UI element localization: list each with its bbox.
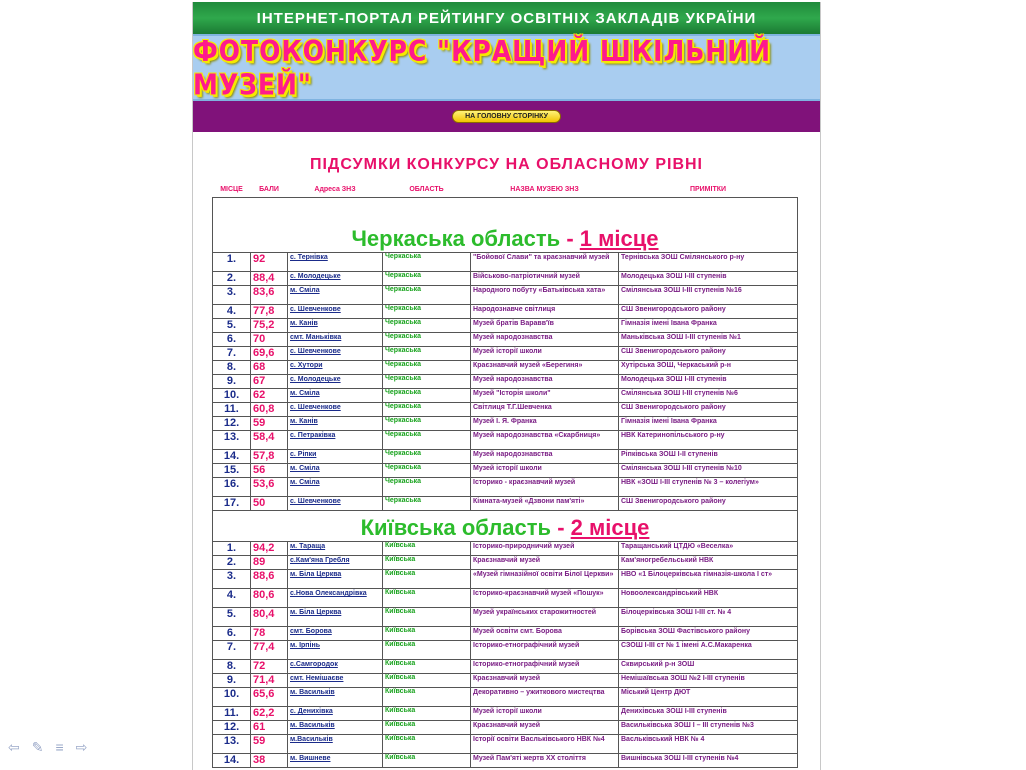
rank-cell: 2. <box>213 556 251 570</box>
slide-navigation <box>8 739 87 756</box>
rank-cell: 8. <box>213 660 251 674</box>
note-cell: Сквирський р-н ЗОШ <box>619 660 798 674</box>
address-link[interactable]: м.Васильків <box>288 735 383 754</box>
pen-icon[interactable]: ✎ <box>31 739 44 755</box>
rank-cell: 14. <box>213 450 251 464</box>
table-row <box>213 347 798 361</box>
column-header: БАЛИ <box>251 186 288 198</box>
note-cell: НВК «ЗОШ І-ІІІ ступенів № 3 – колегіум» <box>619 478 798 497</box>
rank-cell: 10. <box>213 688 251 707</box>
museum-name-cell: Музей народознавства <box>471 375 619 389</box>
rank-cell: 2. <box>213 272 251 286</box>
region-cell: Київська <box>383 542 471 556</box>
museum-name-cell: Музей "Історія школи" <box>471 389 619 403</box>
museum-name-cell: Історико - краєзнавчий музей <box>471 478 619 497</box>
museum-name-cell: Музей народознавства <box>471 450 619 464</box>
address-link[interactable]: м. Сміла <box>288 464 383 478</box>
address-link[interactable]: смт. Немішаєве <box>288 674 383 688</box>
address-link[interactable]: с. Тернівка <box>288 253 383 272</box>
region-name: Київська область <box>360 515 552 540</box>
note-cell: Новоолександрівський НВК <box>619 589 798 608</box>
score-cell: 77,8 <box>251 305 288 319</box>
table-row <box>213 589 798 608</box>
address-link[interactable]: м. Канів <box>288 417 383 431</box>
note-cell: Кам'яногребельський НВК <box>619 556 798 570</box>
region-separator: - <box>557 515 565 540</box>
score-cell: 58,4 <box>251 431 288 450</box>
score-cell: 70 <box>251 333 288 347</box>
score-cell: 80,4 <box>251 608 288 627</box>
region-cell: Київська <box>383 556 471 570</box>
table-row <box>213 389 798 403</box>
museum-name-cell: Історико-краєзнавчий музей «Пошук» <box>471 589 619 608</box>
note-cell: СЗОШ І-ІІІ ст № 1 імені А.С.Макаренка <box>619 641 798 660</box>
rank-cell: 1. <box>213 253 251 272</box>
address-link[interactable]: м. Канів <box>288 319 383 333</box>
table-row <box>213 497 798 511</box>
address-link[interactable]: м. Сміла <box>288 286 383 305</box>
table-row <box>213 556 798 570</box>
region-cell: Черкаська <box>383 478 471 497</box>
portal-title-band <box>193 2 820 34</box>
summary-title: ПІДСУМКИ КОНКУРСУ НА ОБЛАСНОМУ РІВНІ <box>309 156 703 173</box>
museum-name-cell: Кімната-музей «Дзвони пам'яті» <box>471 497 619 511</box>
region-cell: Черкаська <box>383 319 471 333</box>
table-row <box>213 627 798 641</box>
table-row <box>213 641 798 660</box>
rank-cell: 9. <box>213 674 251 688</box>
rank-cell: 1. <box>213 542 251 556</box>
table-row <box>213 319 798 333</box>
rank-cell: 6. <box>213 627 251 641</box>
portal-title: ІНТЕРНЕТ-ПОРТАЛ РЕЙТИНГУ ОСВІТНІХ ЗАКЛАДІВ УКРАЇНИ <box>256 9 757 27</box>
region-cell: Черкаська <box>383 464 471 478</box>
address-link[interactable]: с. Ріпки <box>288 450 383 464</box>
region-cell: Черкаська <box>383 403 471 417</box>
rank-cell: 13. <box>213 735 251 754</box>
address-link[interactable]: с. Петраківка <box>288 431 383 450</box>
rank-cell: 11. <box>213 403 251 417</box>
rank-cell: 13. <box>213 431 251 450</box>
score-cell: 56 <box>251 464 288 478</box>
note-cell: СШ Звенигородського району <box>619 347 798 361</box>
address-link[interactable]: с. Шевченкове <box>288 403 383 417</box>
region-cell: Черкаська <box>383 333 471 347</box>
museum-name-cell: Музей народознавства «Скарбниця» <box>471 431 619 450</box>
score-cell: 75,2 <box>251 319 288 333</box>
museum-name-cell: Музей братів Варавв'їв <box>471 319 619 333</box>
region-cell: Черкаська <box>383 450 471 464</box>
region-cell: Київська <box>383 627 471 641</box>
score-cell: 62 <box>251 389 288 403</box>
table-row <box>213 707 798 721</box>
score-cell: 78 <box>251 627 288 641</box>
note-cell: Денихівська ЗОШ І-ІІІ ступенів <box>619 707 798 721</box>
note-cell: СШ Звенигородського району <box>619 497 798 511</box>
column-header: Адреса ЗНЗ <box>288 186 383 198</box>
region-cell: Київська <box>383 660 471 674</box>
region-cell: Київська <box>383 688 471 707</box>
region-heading <box>213 511 798 542</box>
museum-name-cell: Музей історії школи <box>471 707 619 721</box>
table-row <box>213 253 798 272</box>
museum-name-cell: Світлиця Т.Г.Шевченка <box>471 403 619 417</box>
table-row <box>213 608 798 627</box>
address-link[interactable]: м. Васильків <box>288 721 383 735</box>
note-cell: НВК Катеринопільського р-ну <box>619 431 798 450</box>
rank-cell: 14. <box>213 754 251 768</box>
note-cell: Немішаївська ЗОШ №2 І-ІІІ ступенів <box>619 674 798 688</box>
table-row <box>213 570 798 589</box>
score-cell: 71,4 <box>251 674 288 688</box>
table-row <box>213 403 798 417</box>
note-cell: Смілянська ЗОШ І-ІІІ ступенів №6 <box>619 389 798 403</box>
nav-band <box>193 101 820 132</box>
address-link[interactable]: смт. Маньківка <box>288 333 383 347</box>
score-cell: 59 <box>251 735 288 754</box>
note-cell: Борівська ЗОШ Фастівського району <box>619 627 798 641</box>
address-link[interactable]: с. Молодецьке <box>288 272 383 286</box>
region-cell: Черкаська <box>383 431 471 450</box>
region-heading <box>213 198 798 253</box>
address-link[interactable]: м. Сміла <box>288 478 383 497</box>
museum-name-cell: Музей історії школи <box>471 464 619 478</box>
score-cell: 62,2 <box>251 707 288 721</box>
region-place: 1 місце <box>579 226 659 251</box>
note-cell: Гімназія імені Івана Франка <box>619 417 798 431</box>
note-cell: Васльківський НВК № 4 <box>619 735 798 754</box>
region-cell: Черкаська <box>383 497 471 511</box>
score-cell: 61 <box>251 721 288 735</box>
region-cell: Київська <box>383 721 471 735</box>
score-cell: 88,4 <box>251 272 288 286</box>
address-link[interactable]: м. Сміла <box>288 389 383 403</box>
museum-name-cell: Музей українських старожитностей <box>471 608 619 627</box>
note-cell: Гімназія імені Івана Франка <box>619 319 798 333</box>
museum-name-cell: "Бойової Слави" та краєзнавчий музей <box>471 253 619 272</box>
rank-cell: 10. <box>213 389 251 403</box>
table-row <box>213 286 798 305</box>
column-header: ПРИМІТКИ <box>619 186 798 198</box>
score-cell: 92 <box>251 253 288 272</box>
table-row <box>213 305 798 319</box>
note-cell: Молодецька ЗОШ І-ІІІ ступенів <box>619 272 798 286</box>
note-cell: Ріпківська ЗОШ І-ІІ ступенів <box>619 450 798 464</box>
table-row <box>213 735 798 754</box>
note-cell: Таращанський ЦТДЮ «Веселка» <box>619 542 798 556</box>
table-row <box>213 688 798 707</box>
score-cell: 83,6 <box>251 286 288 305</box>
museum-name-cell: Краєзнавчий музей <box>471 674 619 688</box>
address-link[interactable]: с. Денихівка <box>288 707 383 721</box>
address-link[interactable]: с.Самгородок <box>288 660 383 674</box>
note-cell: Васильківська ЗОШ І – ІІІ ступенів №3 <box>619 721 798 735</box>
note-cell: НВО «1 Білоцерківська гімназія-школа І ст» <box>619 570 798 589</box>
rank-cell: 12. <box>213 721 251 735</box>
score-cell: 60,8 <box>251 403 288 417</box>
portal-page <box>192 2 821 770</box>
address-link[interactable]: с. Молодецьке <box>288 375 383 389</box>
region-separator: - <box>566 226 574 251</box>
region-cell: Київська <box>383 589 471 608</box>
museum-name-cell: Історико-природничий музей <box>471 542 619 556</box>
rank-cell: 12. <box>213 417 251 431</box>
address-link[interactable]: смт. Борова <box>288 627 383 641</box>
table-row <box>213 375 798 389</box>
rank-cell: 15. <box>213 464 251 478</box>
note-cell: Вишнівська ЗОШ І-ІІІ ступенів №4 <box>619 754 798 768</box>
rank-cell: 4. <box>213 305 251 319</box>
note-cell: СШ Звенигородського району <box>619 403 798 417</box>
museum-name-cell: Музей історії школи <box>471 347 619 361</box>
score-cell: 53,6 <box>251 478 288 497</box>
rank-cell: 9. <box>213 375 251 389</box>
rank-cell: 3. <box>213 286 251 305</box>
note-cell: Білоцерківська ЗОШ І-ІІІ ст. № 4 <box>619 608 798 627</box>
museum-name-cell: Історії освіти Васльківського НВК №4 <box>471 735 619 754</box>
region-cell: Черкаська <box>383 361 471 375</box>
museum-name-cell: Декоративно – ужиткового мистецтва <box>471 688 619 707</box>
table-header-row <box>213 186 798 198</box>
score-cell: 65,6 <box>251 688 288 707</box>
score-cell: 57,8 <box>251 450 288 464</box>
region-cell: Київська <box>383 570 471 589</box>
address-link[interactable]: с. Шевченкове <box>288 497 383 511</box>
home-button[interactable]: НА ГОЛОВНУ СТОРІНКУ <box>452 110 561 123</box>
address-link[interactable]: м. Васильків <box>288 688 383 707</box>
table-row <box>213 721 798 735</box>
museum-name-cell: Народного побуту «Батьківська хата» <box>471 286 619 305</box>
museum-name-cell: Музей Пам'яті жертв ХХ століття <box>471 754 619 768</box>
column-header: МІСЦЕ <box>213 186 251 198</box>
score-cell: 67 <box>251 375 288 389</box>
rank-cell: 7. <box>213 641 251 660</box>
museum-name-cell: Військово-патріотичний музей <box>471 272 619 286</box>
table-row <box>213 272 798 286</box>
table-row <box>213 333 798 347</box>
museum-name-cell: Музей І. Я. Франка <box>471 417 619 431</box>
score-cell: 38 <box>251 754 288 768</box>
table-row <box>213 754 798 768</box>
region-cell: Київська <box>383 707 471 721</box>
museum-name-cell: Краєзнавчий музей <box>471 721 619 735</box>
rank-cell: 16. <box>213 478 251 497</box>
note-cell: Смілянська ЗОШ І-ІІІ ступенів №10 <box>619 464 798 478</box>
score-cell: 50 <box>251 497 288 511</box>
rank-cell: 11. <box>213 707 251 721</box>
note-cell: Смілянська ЗОШ І-ІІІ ступенів №16 <box>619 286 798 305</box>
next-arrow-icon[interactable]: ⇨ <box>75 739 88 755</box>
address-link[interactable]: с. Шевченкове <box>288 347 383 361</box>
table-row <box>213 478 798 497</box>
contest-title: ФОТОКОНКУРС "КРАЩИЙ ШКІЛЬНИЙ МУЗЕЙ" <box>193 34 772 101</box>
rank-cell: 5. <box>213 319 251 333</box>
address-link[interactable]: м. Ірпінь <box>288 641 383 660</box>
column-header: НАЗВА МУЗЕЮ ЗНЗ <box>471 186 619 198</box>
region-heading-row <box>213 511 798 542</box>
region-cell: Черкаська <box>383 375 471 389</box>
note-cell: Маньківська ЗОШ І-ІІІ ступенів №1 <box>619 333 798 347</box>
rank-cell: 4. <box>213 589 251 608</box>
museum-name-cell: Історико-етнографічний музей <box>471 641 619 660</box>
museum-name-cell: Музей освіти смт. Борова <box>471 627 619 641</box>
region-cell: Київська <box>383 674 471 688</box>
table-row <box>213 464 798 478</box>
note-cell: Тернівська ЗОШ Смілянського р-ну <box>619 253 798 272</box>
table-row <box>213 417 798 431</box>
museum-name-cell: Музей народознавства <box>471 333 619 347</box>
note-cell: Хутірська ЗОШ, Черкаський р-н <box>619 361 798 375</box>
address-link[interactable]: м. Вишневе <box>288 754 383 768</box>
museum-name-cell: Історико-етнографічний музей <box>471 660 619 674</box>
table-row <box>213 674 798 688</box>
score-cell: 72 <box>251 660 288 674</box>
region-cell: Черкаська <box>383 347 471 361</box>
score-cell: 68 <box>251 361 288 375</box>
score-cell: 94,2 <box>251 542 288 556</box>
region-place: 2 місце <box>570 515 650 540</box>
region-name: Черкаська область <box>351 226 561 251</box>
region-cell: Черкаська <box>383 253 471 272</box>
score-cell: 77,4 <box>251 641 288 660</box>
region-heading-row <box>213 198 798 253</box>
museum-name-cell: Краєзнавчий музей «Берегиня» <box>471 361 619 375</box>
region-cell: Черкаська <box>383 417 471 431</box>
table-row <box>213 660 798 674</box>
note-cell: Міський Центр ДЮТ <box>619 688 798 707</box>
table-row <box>213 431 798 450</box>
column-header: ОБЛАСТЬ <box>383 186 471 198</box>
results-table <box>212 186 798 768</box>
address-link[interactable]: м. Тараща <box>288 542 383 556</box>
table-row <box>213 450 798 464</box>
note-cell: Молодецька ЗОШ І-ІІІ ступенів <box>619 375 798 389</box>
score-cell: 59 <box>251 417 288 431</box>
region-cell: Черкаська <box>383 286 471 305</box>
address-link[interactable]: с. Хутори <box>288 361 383 375</box>
rank-cell: 17. <box>213 497 251 511</box>
rank-cell: 7. <box>213 347 251 361</box>
museum-name-cell: «Музей гімназійної освіти Білої Церкви» <box>471 570 619 589</box>
region-cell: Черкаська <box>383 305 471 319</box>
region-cell: Київська <box>383 608 471 627</box>
region-cell: Черкаська <box>383 389 471 403</box>
address-link[interactable]: с.Кам'яна Гребля <box>288 556 383 570</box>
rank-cell: 6. <box>213 333 251 347</box>
address-link[interactable]: с.Нова Олександрівка <box>288 589 383 608</box>
rank-cell: 5. <box>213 608 251 627</box>
museum-name-cell: Народознавче світлиця <box>471 305 619 319</box>
region-cell: Київська <box>383 735 471 754</box>
table-row <box>213 542 798 556</box>
previous-arrow-icon[interactable]: ⇦ <box>8 739 20 755</box>
rank-cell: 8. <box>213 361 251 375</box>
rank-cell: 3. <box>213 570 251 589</box>
region-cell: Київська <box>383 641 471 660</box>
address-link[interactable]: м. Біла Церква <box>288 608 383 627</box>
address-link[interactable]: м. Біла Церква <box>288 570 383 589</box>
address-link[interactable]: с. Шевченкове <box>288 305 383 319</box>
table-row <box>213 361 798 375</box>
menu-icon[interactable]: ≡ <box>55 739 64 755</box>
note-cell: СШ Звенигородського району <box>619 305 798 319</box>
score-cell: 89 <box>251 556 288 570</box>
score-cell: 88,6 <box>251 570 288 589</box>
region-cell: Черкаська <box>383 272 471 286</box>
contest-banner <box>193 34 820 101</box>
score-cell: 80,6 <box>251 589 288 608</box>
score-cell: 69,6 <box>251 347 288 361</box>
region-cell: Київська <box>383 754 471 768</box>
museum-name-cell: Краєзнавчий музей <box>471 556 619 570</box>
